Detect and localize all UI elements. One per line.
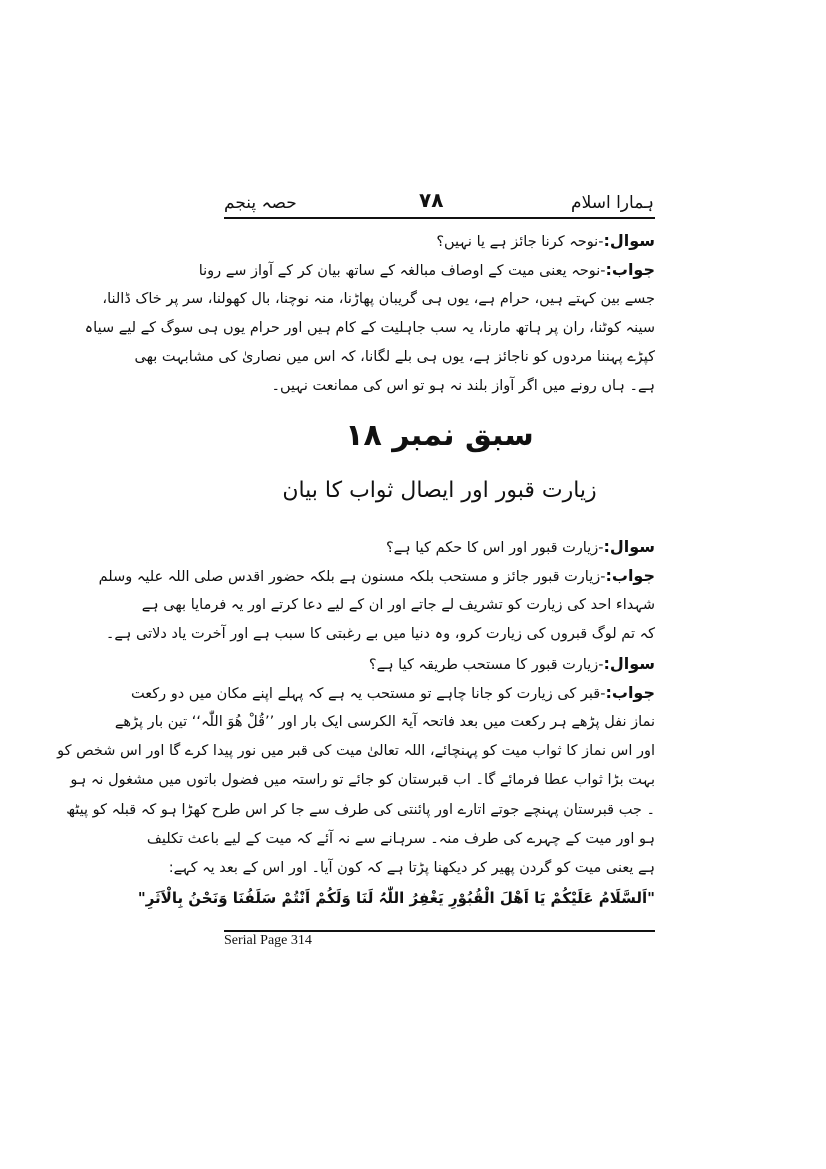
line-text: -زیارت قبور اور اس کا حکم کیا ہے؟: [385, 540, 604, 556]
text-line: [198, 255, 655, 284]
text-line: [66, 796, 655, 825]
text-line: [146, 825, 655, 854]
text-line: [114, 708, 655, 737]
page-number: ۷۸: [419, 188, 444, 212]
text-line: [102, 285, 655, 314]
line-text: -قبر کی زیارت کو جانا چاہے تو مستحب یہ ہے کہ پہلے اپنے مکان میں دو رکعت: [130, 686, 606, 703]
text-line: [70, 766, 655, 795]
lesson-heading: سبق نمبر ۱۸: [345, 418, 534, 453]
question-label: سوال:: [603, 231, 655, 250]
text-line: [57, 737, 655, 766]
line-text: جسے بین کہتے ہیں، حرام ہے، یوں ہی گریبان پھاڑنا، منہ نوچنا، بال کھولنا، سر پر خاک ڈالنا،: [102, 290, 655, 307]
line-text: شہداء احد کی زیارت کو تشریف لے جاتے اور ان کے لیے دعا کرتے اور یہ فرمایا بھی ہے: [141, 596, 655, 613]
line-text: نماز نفل پڑھے ہر رکعت میں بعد فاتحہ آیۃ الکرسی ایک بار اور ’’قُلْ ھُوَ اللّٰہ‘‘ تین بار پڑھے: [114, 713, 655, 730]
arabic-salutation: "اَلسَّلَامُ عَلَیْکُمْ یَا اَھْلَ الْقُبُوْرِ یَغْفِرُ اللّٰہُ لَنَا وَلَکُمْ اَنْتُمْ سَلَفُنَا وَنَحْنُ بِالْاَثَرِ": [137, 888, 655, 907]
serial-page-label: Serial Page 314: [224, 933, 312, 948]
answer-label: جواب:: [605, 260, 655, 280]
text-line: [224, 226, 655, 255]
section-niyahah: [84, 226, 655, 402]
book-title: ہمارا اسلام: [571, 193, 654, 213]
line-text: ۔ جب قبرستان پہنچے جوتے اتارے اور پائنتی کی طرف سے جا کر اس طرح کھڑا ہو کہ قبلہ کو پیٹھ: [66, 801, 655, 818]
text-line: [224, 649, 655, 678]
text-line: [130, 678, 655, 707]
line-text: ہے یعنی میت کو گردن پھیر کر دیکھنا پڑتا ہے کہ کون آیا۔ اور اس کے بعد یہ کہے:: [168, 860, 655, 877]
line-text: ہو اور میت کے چہرے کی طرف منہ۔ سرہانے سے نہ آئے کہ میت کے لیے باعث تکلیف: [146, 830, 655, 847]
answer-label: جواب:: [605, 566, 655, 586]
line-text: کہ تم لوگ قبروں کی زیارت کرو، وہ دنیا میں بے رغبتی کا سبب ہے اور آخرت یاد دلاتی ہے۔: [105, 625, 655, 642]
line-text: سینہ کوٹنا، ران پر ہاتھ مارنا، یہ سب جاہلیت کے کام ہیں اور حرام یوں ہی سوگ کے لیے سیاہ: [84, 319, 655, 336]
text-line: [105, 620, 655, 649]
question-label: سوال:: [603, 537, 655, 556]
text-line: [134, 343, 655, 372]
line-text: ہے۔ ہاں رونے میں اگر آواز بلند نہ ہو تو اس کی ممانعت نہیں۔: [271, 378, 655, 395]
question-label: سوال:: [603, 654, 655, 674]
text-line: [224, 532, 655, 561]
text-line: [141, 591, 655, 620]
text-line: [98, 561, 655, 590]
line-text: -زیارت قبور جائز و مستحب بلکہ مسنون ہے بلکہ حضور اقدس صلی اللہ علیہ وسلم: [98, 569, 606, 586]
section-ziyarat: [57, 532, 655, 913]
text-line: [84, 314, 655, 343]
footer-rule: [224, 930, 655, 932]
line-text: بہت بڑا ثواب عطا فرمائے گا۔ اب قبرستان کو جائے تو راستہ میں فضول باتوں میں مشغول نہ ہو: [70, 772, 655, 789]
line-text: -نوحہ یعنی میت کے اوصاف مبالغہ کے ساتھ بیان کر کے آواز سے رونا: [198, 263, 606, 280]
part-label: حصہ پنجم: [224, 193, 297, 213]
line-text: اور اس نماز کا ثواب میت کو پہنچائے، اللہ تعالیٰ میت کی قبر میں نور پیدا کرے گا اور اس شخص کو: [57, 743, 655, 760]
lesson-subheading: زیارت قبور اور ایصال ثواب کا بیان: [282, 478, 597, 503]
text-line: [224, 372, 655, 401]
text-line: [168, 854, 655, 883]
header-rule: [224, 217, 655, 219]
page-header: [224, 190, 654, 218]
line-text: -نوحہ کرنا جائز ہے یا نہیں؟: [436, 234, 604, 250]
answer-label: جواب:: [605, 683, 655, 703]
line-text: -زیارت قبور کا مستحب طریقہ کیا ہے؟: [368, 657, 604, 674]
line-text: کپڑے پہننا مردوں کو ناجائز ہے، یوں ہی بلے لگانا، کہ اس میں نصاریٰ کی مشابہت بھی: [134, 349, 655, 366]
